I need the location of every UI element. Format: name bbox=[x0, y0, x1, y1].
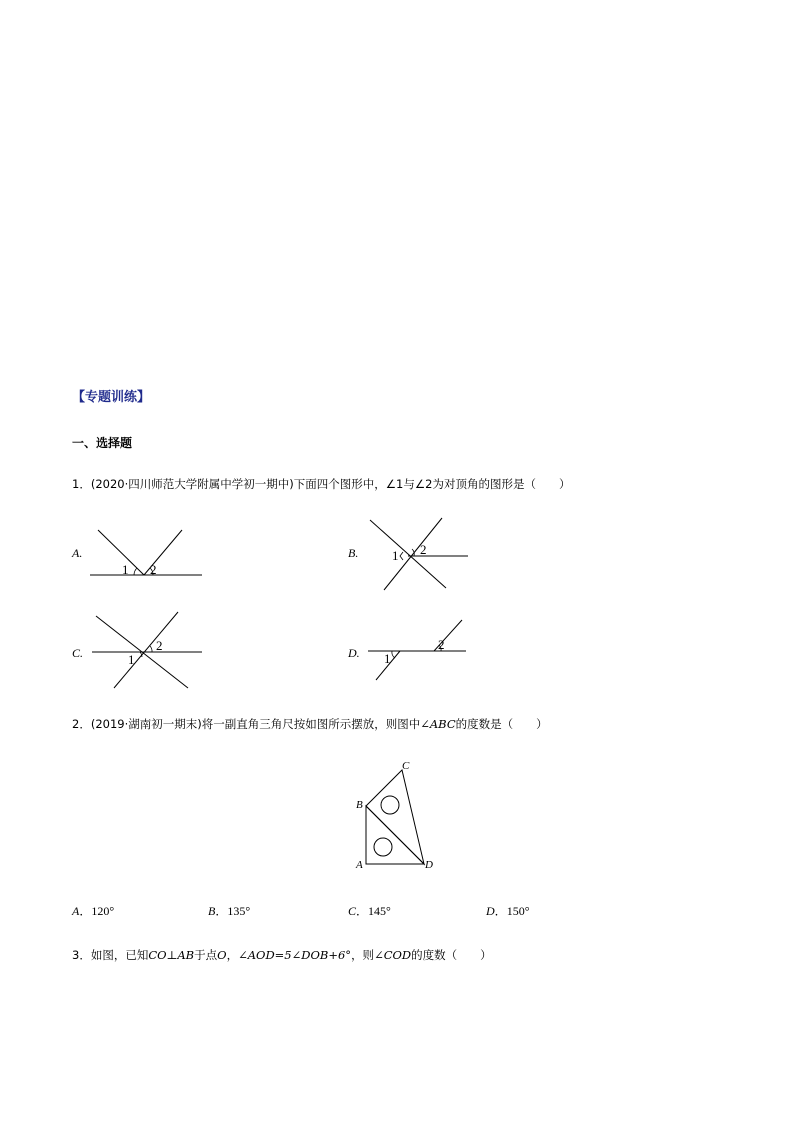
question-1-source: 2020·四川师范大学附属中学初一期中 bbox=[95, 477, 290, 491]
triangle-bcd-hole bbox=[381, 796, 399, 814]
question-2-mid: )将一副直角三角尺按如图所示摆放，则图中 bbox=[197, 717, 421, 731]
answer-d-letter: D bbox=[486, 904, 495, 918]
option-a-arc-1 bbox=[134, 568, 137, 575]
option-d-label-1: 1 bbox=[384, 651, 391, 666]
section-subtitle: 一、选择题 bbox=[72, 436, 133, 450]
answer-b: B．135° bbox=[208, 904, 251, 918]
answer-c: C．145° bbox=[348, 904, 391, 918]
option-a-label: A. bbox=[72, 546, 83, 560]
point-b-label: B bbox=[356, 799, 363, 811]
answer-a-letter: A bbox=[72, 904, 80, 918]
option-d-label: D. bbox=[348, 646, 360, 660]
answer-b-value: 135° bbox=[227, 904, 251, 918]
question-1-angle-1: ∠1 bbox=[385, 477, 404, 491]
option-a-figure bbox=[88, 526, 208, 582]
answer-b-letter: B bbox=[208, 904, 216, 918]
question-2-angle: ∠ABC bbox=[420, 717, 456, 731]
option-a-label-2: 2 bbox=[150, 562, 157, 577]
question-2-number: 2．( bbox=[72, 717, 96, 731]
question-1-suffix: 为对顶角的图形是（ ） bbox=[432, 477, 571, 491]
question-3-then: ，则 bbox=[351, 948, 375, 962]
answer-c-letter: C bbox=[348, 904, 357, 918]
triangle-abd-hole bbox=[374, 838, 392, 856]
option-c-arc-2 bbox=[150, 646, 152, 652]
option-d-label-2: 2 bbox=[438, 637, 445, 652]
question-3-comma: ， bbox=[226, 948, 239, 962]
option-b-arc-1 bbox=[400, 552, 403, 560]
question-1-text bbox=[72, 476, 571, 492]
answer-a-value: 120° bbox=[91, 904, 115, 918]
question-1-angle-2: ∠2 bbox=[414, 477, 433, 491]
option-c-figure bbox=[88, 608, 208, 692]
option-b-label-2: 2 bbox=[420, 542, 427, 557]
question-1-number: 1．( bbox=[72, 477, 96, 491]
question-3-prefix: 3．如图，已知 bbox=[72, 948, 149, 962]
question-3-angle: ∠COD bbox=[374, 948, 412, 962]
question-1-yu: 与 bbox=[403, 477, 415, 491]
option-c-label-1: 1 bbox=[128, 652, 135, 667]
question-1-mid: )下面四个图形中， bbox=[289, 477, 386, 491]
question-2-text bbox=[72, 716, 548, 732]
question-2-suffix: 的度数是（ ） bbox=[455, 717, 548, 731]
option-b-figure bbox=[362, 516, 474, 594]
point-c-label: C bbox=[402, 760, 410, 772]
question-3-perp: CO⊥AB bbox=[148, 948, 195, 962]
answer-c-value: 145° bbox=[368, 904, 391, 918]
section-title: 【专题训练】 bbox=[72, 390, 151, 405]
question-3-at: 于点 bbox=[194, 948, 218, 962]
option-b-label: B. bbox=[348, 546, 359, 560]
option-c-label: C. bbox=[72, 646, 84, 660]
option-b-label-1: 1 bbox=[392, 548, 399, 563]
option-c-label-2: 2 bbox=[156, 638, 163, 653]
point-a-label: A bbox=[356, 859, 363, 871]
option-d-figure bbox=[362, 616, 474, 686]
question-2-source: 2019·湖南初一期末 bbox=[95, 717, 198, 731]
answer-a: A．120° bbox=[72, 904, 115, 918]
answer-d: D．150° bbox=[486, 904, 530, 918]
question-3-text bbox=[72, 947, 492, 963]
question-3-condition: ∠AOD=5∠DOB+6° bbox=[238, 948, 352, 962]
question-3-suffix: 的度数（ ） bbox=[411, 948, 492, 962]
point-d-label: D bbox=[425, 859, 433, 871]
option-b-line-1 bbox=[370, 520, 446, 588]
question-3-point-o: O bbox=[217, 948, 227, 962]
question-2-figure bbox=[350, 756, 442, 874]
answer-d-value: 150° bbox=[506, 904, 530, 918]
option-c-line-2 bbox=[114, 612, 178, 688]
option-a-label-1: 1 bbox=[122, 562, 129, 577]
